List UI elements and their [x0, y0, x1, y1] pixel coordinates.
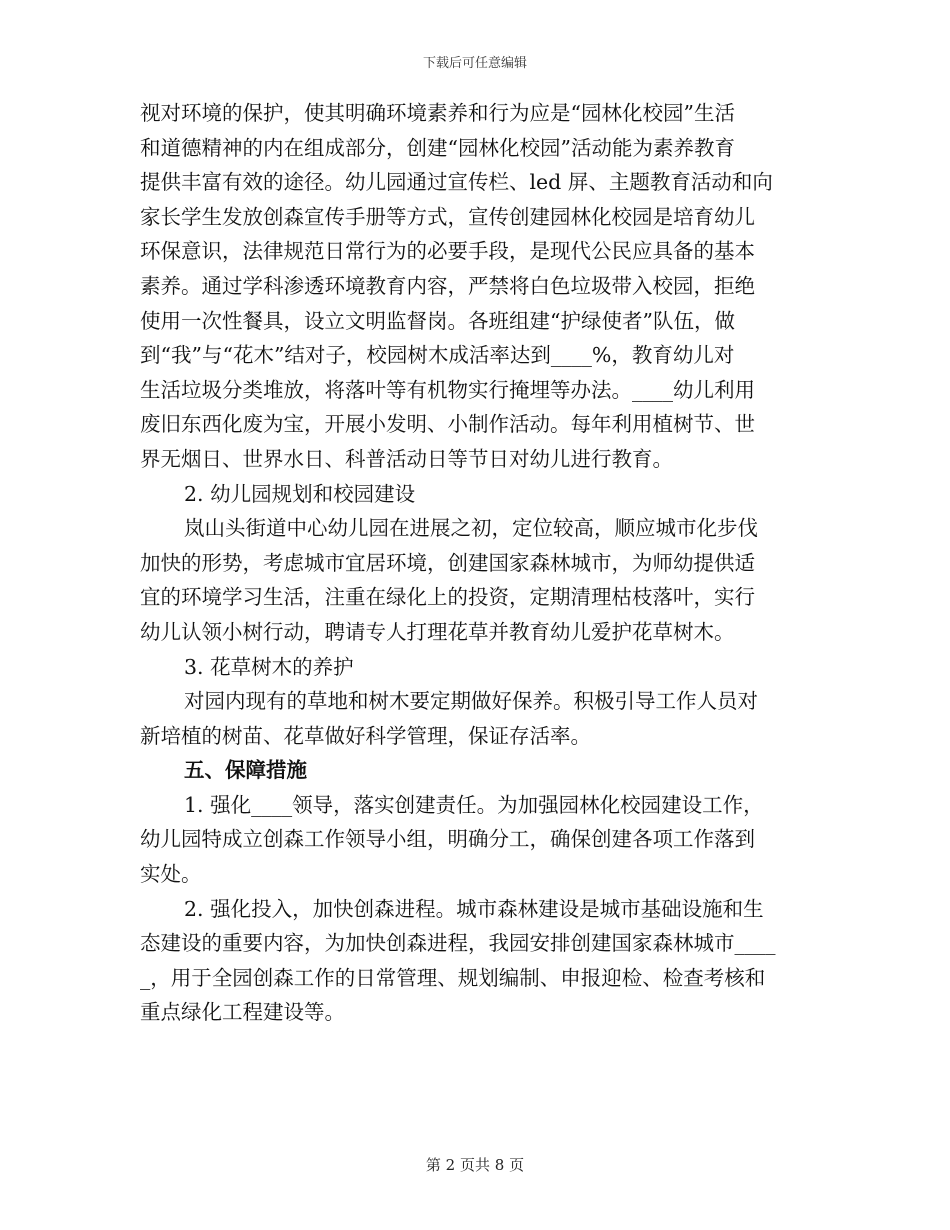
text-line: 幼儿园特成立创森工作领导小组，明确分工，确保创建各项工作落到	[140, 827, 755, 852]
text-line: 3. 花草树木的养护	[184, 654, 354, 679]
text-line: 对园内现有的草地和树木要定期做好保养。积极引导工作人员对	[184, 689, 758, 714]
text-line: 新培植的树苗、花草做好科学管理，保证存活率。	[140, 723, 591, 748]
text-line: _，用于全园创森工作的日常管理、规划编制、申报迎检、检查考核和	[140, 965, 766, 990]
text-line: 使用一次性餐具，设立文明监督岗。各班组建“护绿使者”队伍，做	[140, 308, 735, 333]
section-heading: 五、保障措施	[184, 758, 307, 783]
text-line: 宜的环境学习生活，注重在绿化上的投资，定期清理枯枝落叶，实行	[140, 585, 755, 610]
text-line: 加快的形势，考虑城市宜居环境，创建国家森林城市，为师幼提供适	[140, 550, 755, 575]
text-line: 态建设的重要内容，为加快创森进程，我园安排创建国家森林城市____	[140, 931, 776, 956]
text-line: 实处。	[140, 862, 202, 887]
text-line: 幼儿认领小树行动，聘请专人打理花草并教育幼儿爱护花草树木。	[140, 619, 735, 644]
text-line: 视对环境的保护，使其明确环境素养和行为应是“园林化校园”生活	[140, 101, 735, 125]
text-line: 环保意识，法律规范日常行为的必要手段，是现代公民应具备的基本	[140, 239, 755, 264]
document-body	[140, 96, 810, 1030]
page-footer: 第 2 页共 8 页	[425, 1156, 525, 1174]
text-line: 2. 强化投入，加快创森进程。城市森林建设是城市基础设施和生	[184, 896, 764, 921]
text-line: 1. 强化____领导，落实创建责任。为加强园林化校园建设工作，	[184, 792, 764, 817]
text-line: 提供丰富有效的途径。幼儿园通过宣传栏、led 屏、主题教育活动和向	[140, 170, 773, 195]
text-line: 重点绿化工程建设等。	[140, 1000, 345, 1025]
page-header: 下载后可任意编辑	[422, 56, 527, 71]
text-line: 和道德精神的内在组成部分，创建“园林化校园”活动能为素养教育	[140, 135, 735, 160]
text-line: 岚山头街道中心幼儿园在进展之初，定位较高，顺应城市化步伐	[184, 516, 758, 541]
text-line: 生活垃圾分类堆放，将落叶等有机物实行掩埋等办法。____幼儿利用	[140, 377, 755, 402]
text-line: 界无烟日、世界水日、科普活动日等节日对幼儿进行教育。	[140, 446, 673, 471]
text-line: 家长学生发放创森宣传手册等方式，宣传创建园林化校园是培育幼儿	[140, 204, 755, 229]
text-line: 废旧东西化废为宝，开展小发明、小制作活动。每年利用植树节、世	[140, 412, 755, 437]
text-line: 素养。通过学科渗透环境教育内容，严禁将白色垃圾带入校园，拒绝	[140, 273, 755, 298]
text-line: 2. 幼儿园规划和校园建设	[184, 481, 416, 506]
text-line: 到“我”与“花木”结对子，校园树木成活率达到____%，教育幼儿对	[140, 343, 735, 368]
